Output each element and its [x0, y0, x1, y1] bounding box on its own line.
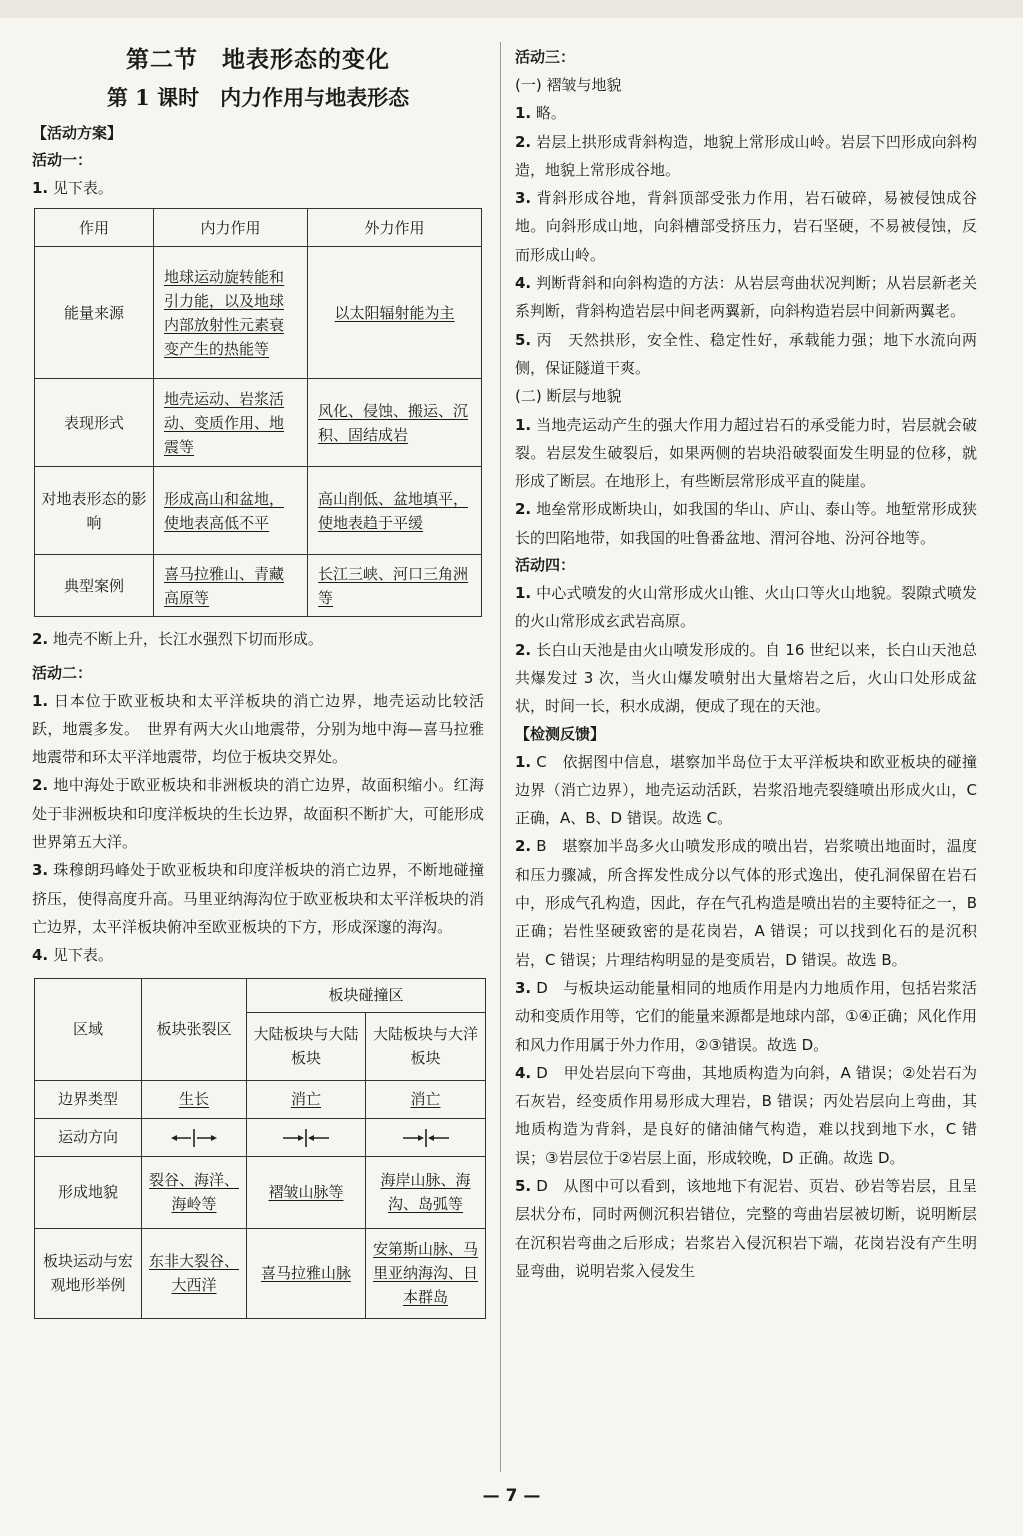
feedback-item-1: 1. C 依据图中信息，堪察加半岛位于太平洋板块和欧亚板块的碰撞边界（消亡边界），地壳运动活跃，岩浆沿地壳裂缝喷出形成火山，C 正确，A、B、D 错误。故选 C。	[515, 752, 977, 828]
t2-cell: 喜马拉雅山脉	[260, 1264, 351, 1283]
activity-1-heading: 活动一：	[32, 151, 93, 169]
a2-item-3: 3. 珠穆朗玛峰处于欧亚板块和印度洋板块的消亡边界，不断地碰撞挤压，使得高度升高。马里亚纳海沟位于欧亚板块和太平洋板块的消亡边界，太平洋板块俯冲至欧亚板块的下方，形成深邃的海沟。	[32, 861, 484, 936]
a1-item-1: 1. 见下表。	[32, 179, 113, 197]
r-item-8: 1. 中心式喷发的火山常形成火山锥、火山口等火山地貌。裂隙式喷发的火山常形成玄武岩高原。	[515, 584, 977, 631]
subsection-folds: (一) 褶皱与地貌	[515, 76, 622, 94]
feedback-item-3: 3. D 与板块运动能量相同的地质作用是内力地质作用，包括岩浆活动和变质作用等，它们的能量来源都是地球内部，①④正确；风化作用和风力作用属于外力作用，②③错误。故选 D。	[515, 978, 977, 1054]
converging-arrows-icon	[401, 1127, 451, 1149]
a2-item-2: 2. 地中海处于欧亚板块和非洲板块的消亡边界，故面积缩小。红海处于非洲板块和印度洋板块的生长边界，故面积不断扩大，可能形成世界第五大洋。	[32, 776, 484, 852]
r-item-5: 5. 丙 天然拱形，安全性、稳定性好，承载能力强；地下水流向两侧，保证隧道干爽。	[515, 330, 977, 377]
t1-header-1: 内力作用	[154, 209, 308, 247]
t1-inner-cell: 喜马拉雅山、青藏高原等	[164, 564, 285, 607]
r-item-2: 2. 岩层上拱形成背斜构造，地貌上常形成山岭。岩层下凹形成向斜构造，地貌上常形成谷地。	[515, 132, 977, 179]
diverging-arrows-icon	[169, 1127, 219, 1149]
feedback-item-5: 5. D 从图中可以看到，该地地下有泥岩、页岩、砂岩等岩层，且呈层状分布，同时两侧沉积岩错位，完整的弯曲岩层被切断，说明断层在沉积岩弯曲之后形成；岩浆岩入侵沉积岩下端，花岗岩没有产生明显弯曲，说明岩浆入侵发生	[515, 1176, 977, 1280]
t1-header-0: 作用	[35, 209, 154, 247]
t1-row-label: 典型案例	[35, 555, 154, 617]
force-comparison-table	[34, 208, 482, 617]
t2-cell: 消亡	[290, 1090, 321, 1109]
feedback-item-2: 2. B 堪察加半岛多火山喷发形成的喷出岩，岩浆喷出地面时，温度和压力骤减，所含挥发性成分以气体的形式逸出，使孔洞保留在岩石中，形成气孔构造，因此，存在气孔构造是喷出岩的主要特征之一，B 正确；岩性坚硬致密的是花岗岩，A 错误；可以找到化石的是沉积岩，C 错误；片理结构明显的是变质岩，D 错误。故选 B。	[515, 837, 977, 969]
t1-inner-cell: 形成高山和盆地，使地表高低不平	[164, 489, 285, 532]
t1-row-label: 表现形式	[35, 379, 154, 467]
t2-region-header: 区域	[35, 978, 142, 1080]
t1-outer-cell: 长江三峡、河口三角洲等	[318, 564, 469, 607]
r-item-6: 1. 当地壳运动产生的强大作用力超过岩石的承受能力时，岩层就会破裂。岩层发生破裂后，如果两侧的岩块沿破裂面发生明显的位移，就形成了断层。在地形上，有些断层常形成平直的陡崖。	[515, 415, 977, 491]
activity-3-heading: 活动三：	[515, 48, 576, 66]
page-number: — 7 —	[482, 1486, 541, 1506]
t2-row-label: 板块运动与宏观地形举例	[35, 1228, 142, 1318]
t2-cell: 褶皱山脉等	[268, 1183, 344, 1202]
t2-row-label: 形成地貌	[35, 1156, 142, 1228]
lesson-title: 第 1 课时 内力作用与地表形态	[106, 85, 410, 110]
a1-item-2: 2. 地壳不断上升，长江水强烈下切而形成。	[32, 630, 323, 649]
t2-cell: 安第斯山脉、马里亚纳海沟、日本群岛	[372, 1240, 478, 1307]
t2-cell: 生长	[178, 1090, 209, 1109]
activity-2-heading: 活动二：	[32, 663, 93, 682]
r-item-9: 2. 长白山天池是由火山喷发形成的。自 16 世纪以来，长白山天池总共爆发过 3 次，当火山爆发喷射出大量熔岩之后，火山口处形成盆状，时间一长，积水成湖，便成了现在的天池。	[515, 640, 977, 716]
t1-row-label: 能量来源	[35, 247, 154, 379]
feedback-item-4: 4. D 甲处岩层向下弯曲，其地质构造为向斜，A 错误；②处岩石为石灰岩，经变质作用易形成大理岩，B 错误；丙处岩层向上弯曲，其地质构造为背斜，是良好的储油储气构造，难以找到地下水，C 错误；③岩层位于②岩层上面，形成较晚，D 正确。故选 D。	[515, 1063, 977, 1167]
t2-collision-header: 板块碰撞区	[247, 978, 486, 1012]
t2-cell: 裂谷、海洋、海岭等	[148, 1171, 239, 1214]
plate-boundary-table	[34, 978, 486, 1319]
subsection-faults: (二) 断层与地貌	[515, 387, 622, 406]
scan-top-strip	[0, 0, 1023, 18]
feedback-heading: 【检测反馈】	[515, 724, 606, 743]
t2-cell: 海岸山脉、海沟、岛弧等	[380, 1171, 471, 1214]
t2-cell: 东非大裂谷、大西洋	[148, 1252, 239, 1295]
t1-header-2: 外力作用	[308, 209, 482, 247]
t2-rift-header: 板块张裂区	[142, 978, 247, 1080]
column-divider	[500, 42, 501, 1472]
r-item-1: 1. 略。	[515, 104, 566, 123]
a2-item-4: 4. 见下表。	[32, 946, 113, 965]
t2-row-label: 运动方向	[35, 1118, 142, 1156]
activity-plan-heading: 【活动方案】	[32, 124, 123, 142]
r-item-3: 3. 背斜形成谷地，背斜顶部受张力作用，岩石破碎，易被侵蚀成谷地。向斜形成山地，向斜槽部受挤压力，岩石坚硬，不易被侵蚀，反而形成山岭。	[515, 189, 977, 264]
t1-inner-cell: 地壳运动、岩浆活动、变质作用、地震等	[164, 389, 285, 456]
activity-4-heading: 活动四：	[515, 556, 576, 575]
t2-cont-ocean-header: 大陆板块与大洋板块	[366, 1012, 486, 1080]
t2-row-label: 边界类型	[35, 1080, 142, 1118]
t1-inner-cell: 地球运动旋转能和引力能，以及地球内部放射性元素衰变产生的热能等	[164, 267, 285, 358]
section-title: 第二节 地表形态的变化	[126, 46, 390, 73]
t1-outer-cell: 风化、侵蚀、搬运、沉积、固结成岩	[318, 401, 469, 444]
r-item-7: 2. 地垒常形成断块山，如我国的华山、庐山、泰山等。地堑常形成狭长的凹陷地带，如我国的吐鲁番盆地、渭河谷地、汾河谷地等。	[515, 500, 977, 547]
right-column	[515, 44, 977, 1285]
t2-cont-cont-header: 大陆板块与大陆板块	[247, 1012, 366, 1080]
r-item-4: 4. 判断背斜和向斜构造的方法：从岩层弯曲状况判断；从岩层新老关系判断，背斜构造岩层中间老两翼新，向斜构造岩层中间新两翼老。	[515, 274, 977, 321]
a2-item-1: 1. 日本位于欧亚板块和太平洋板块的消亡边界，地壳运动比较活跃，地震多发。 世界有两大火山地震带，分别为地中海—喜马拉雅地震带和环太平洋地震带，均位于板块交界处。	[32, 691, 484, 767]
t1-row-label: 对地表形态的影响	[35, 467, 154, 555]
converging-arrows-icon	[281, 1127, 331, 1149]
t1-outer-cell: 以太阳辐射能为主	[334, 303, 455, 322]
t2-cell: 消亡	[410, 1090, 441, 1109]
t1-outer-cell: 高山削低、盆地填平，使地表趋于平缓	[318, 489, 469, 532]
left-column	[32, 40, 484, 1319]
